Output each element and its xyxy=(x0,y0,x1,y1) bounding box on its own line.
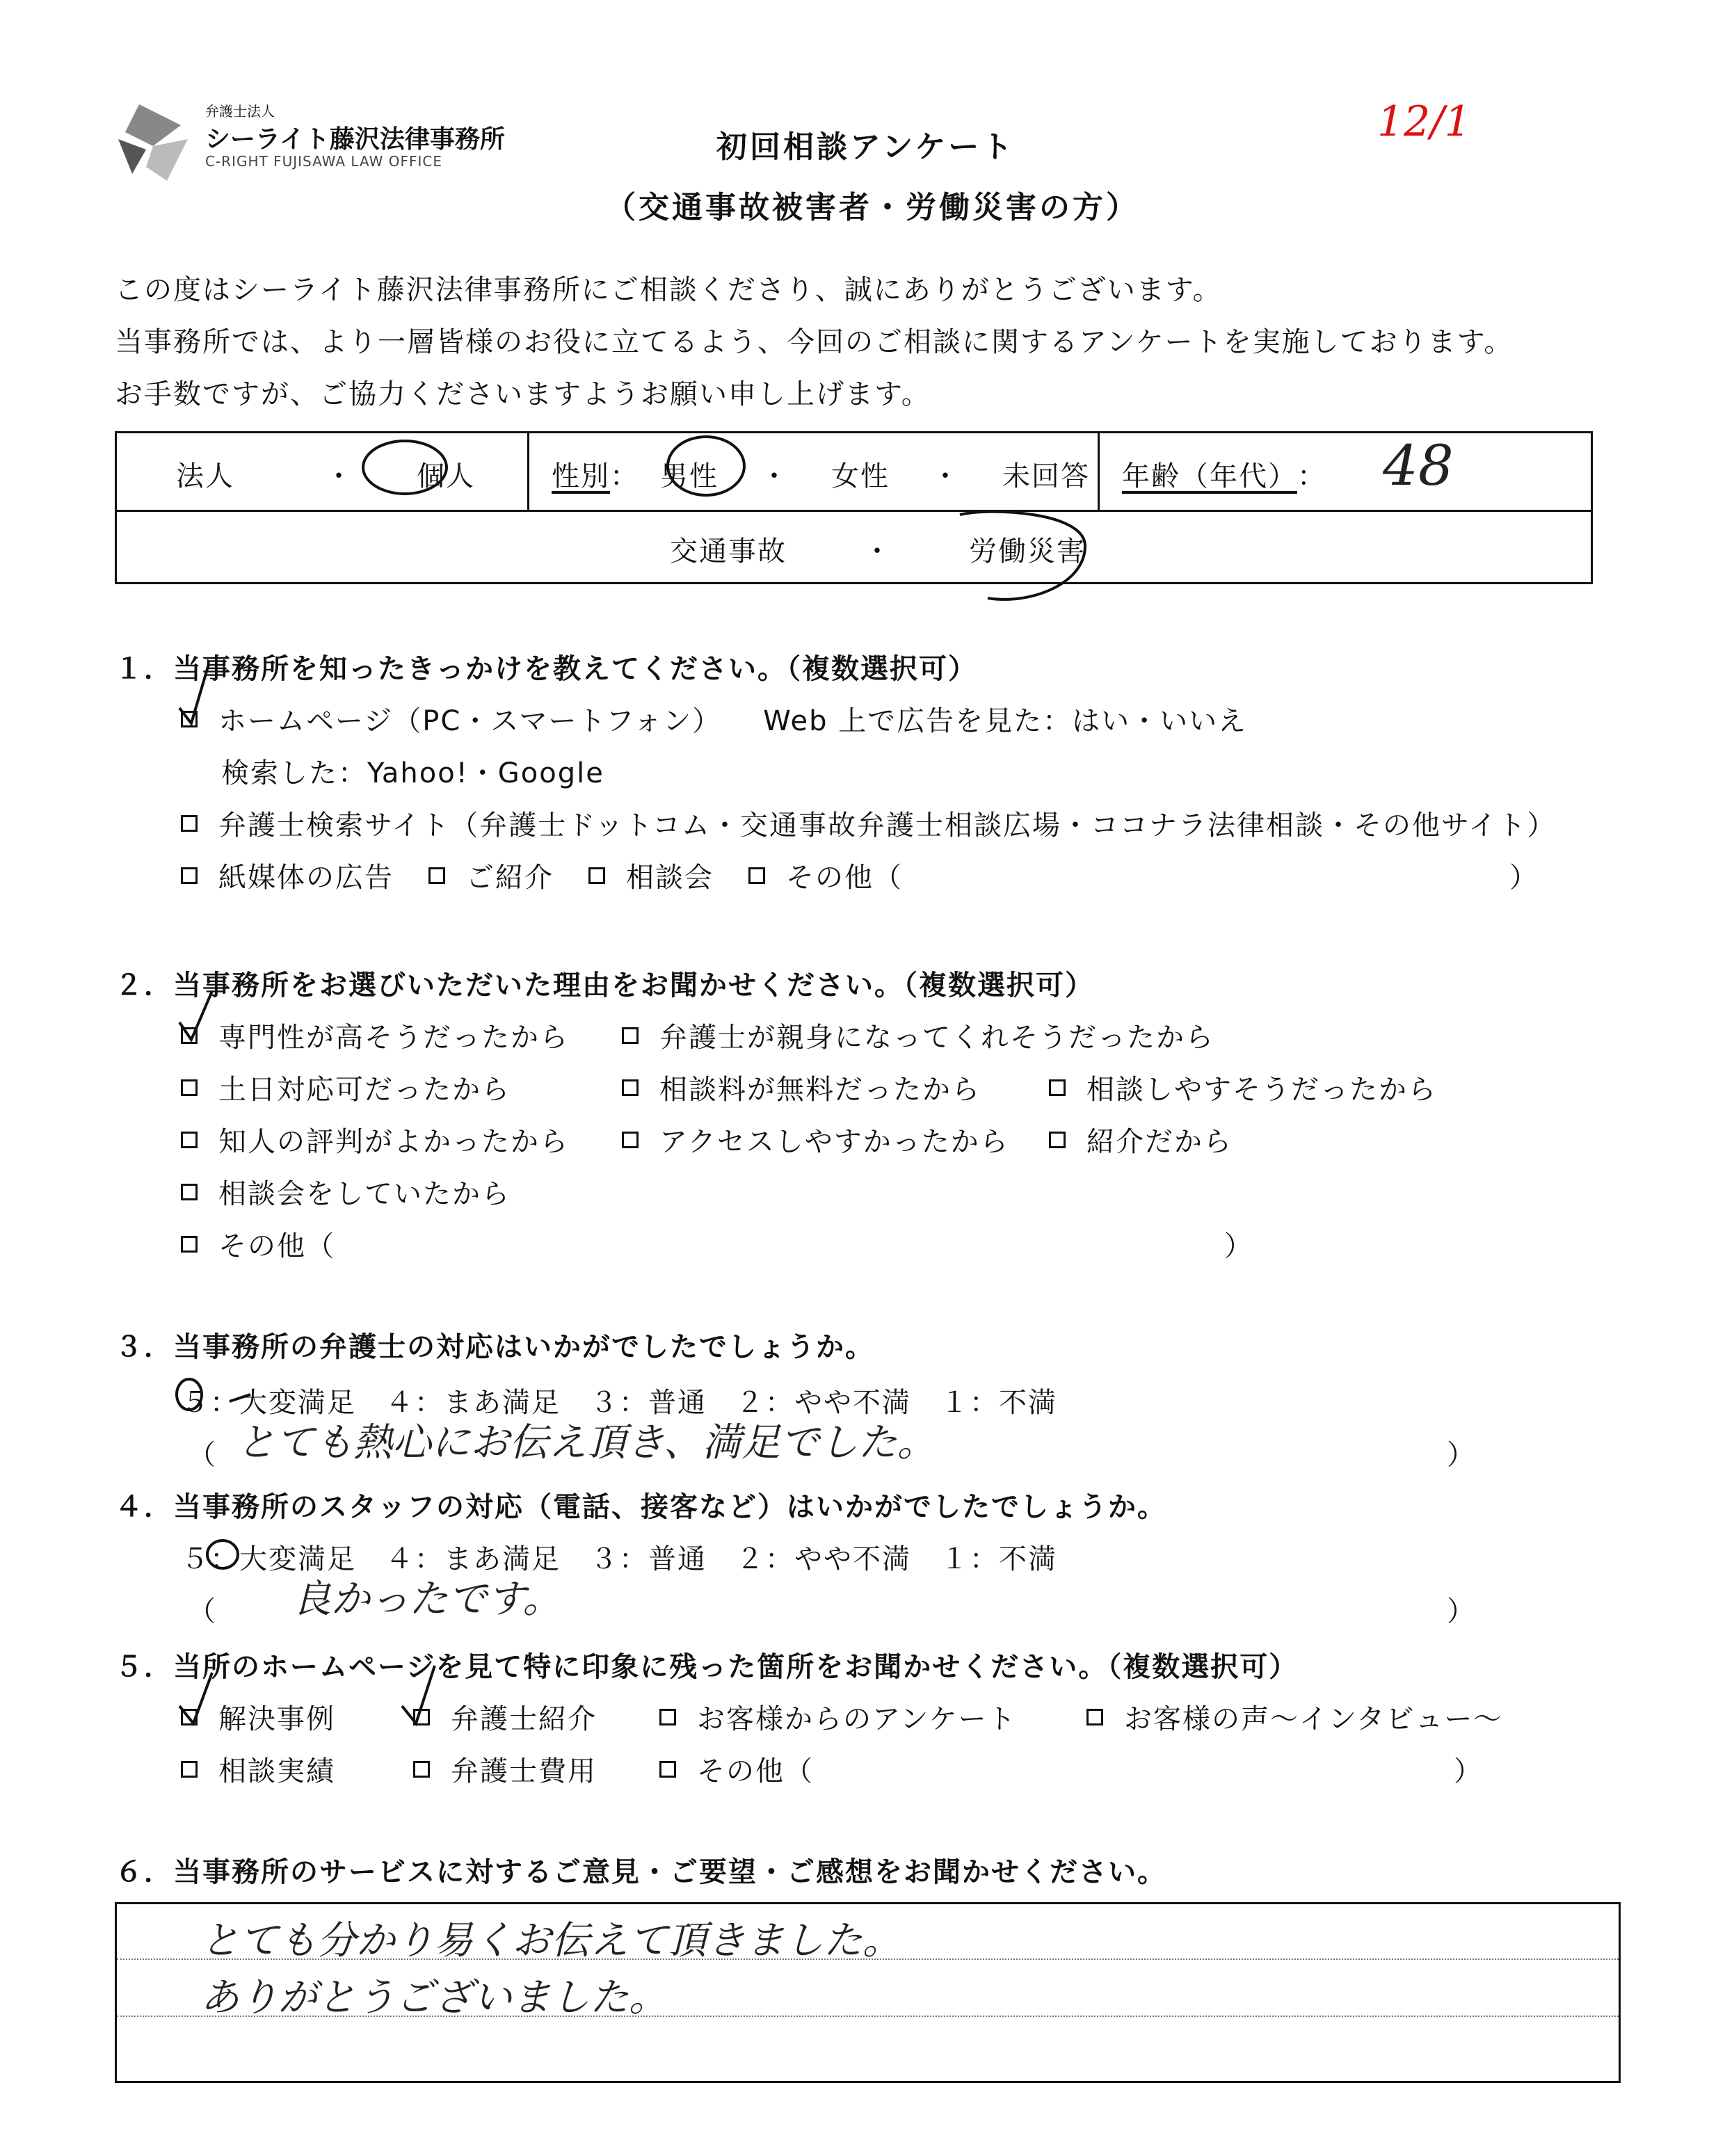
corp-option[interactable]: 法人 xyxy=(176,460,234,492)
q2-row-1: 専門性が高そうだったから 弁護士が親身になってくれそうだったから xyxy=(181,1015,1214,1055)
logo-english: C-RIGHT FUJISAWA LAW OFFICE xyxy=(205,153,442,170)
gender-label: 性別 xyxy=(552,460,610,492)
handwritten-circle-marks xyxy=(0,0,1725,626)
q1-lawyer-site-label: 弁護士検索サイト（弁護士ドットコム・交通事故弁護士相談広場・ココナラ法律相談・その他サイト） xyxy=(218,810,1557,842)
q4-title: ４．当事務所のスタッフの対応（電話、接客など）はいかがでしたでしょうか。 xyxy=(115,1491,1166,1523)
age-label: 年齢（年代） xyxy=(1122,460,1297,492)
intro-line-1: この度はシーライト藤沢法律事務所にご相談くださり、誠にありがとうございます。 xyxy=(115,274,1222,306)
profile-gender: 性別 ： 男性 ・ 女性 ・ 未回答 xyxy=(552,454,1090,494)
q3-open: （ xyxy=(188,1439,217,1471)
q5-row-1: 解決事例 弁護士紹介 お客様からのアンケート お客様の声～インタビュー～ xyxy=(181,1697,1502,1737)
q1-title: １．当事務所を知ったきっかけを教えてください。（複数選択可） xyxy=(115,653,977,685)
q3-title: ３．当事務所の弁護士の対応はいかがでしたでしょうか。 xyxy=(115,1331,874,1363)
intro-line-3: お手数ですが、ご協力くださいますようお願い申し上げます。 xyxy=(115,378,931,410)
q2-row-3: 知人の評判がよかったから アクセスしやすかったから 紹介だから xyxy=(181,1120,1233,1159)
date-note: 12/1 xyxy=(1377,97,1471,146)
q5-title: ５．当所のホームページを見て特に印象に残った箇所をお聞かせください。（複数選択可） xyxy=(115,1651,1299,1683)
q6-title: ６．当事務所のサービスに対するご意見・ご要望・ご感想をお聞かせください。 xyxy=(115,1856,1166,1888)
handwritten-check-marks xyxy=(0,626,1725,1808)
q6-comment-line-2: ありがとうございました。 xyxy=(200,1975,668,2020)
individual-option[interactable]: 個人 xyxy=(417,460,475,492)
age-value[interactable]: 48 xyxy=(1383,433,1454,498)
q4-comment[interactable]: 良かったです。 xyxy=(292,1577,562,1622)
page-title: 初回相談アンケート xyxy=(716,129,1016,165)
profile-category: 交通事故 ・ 労働災害 xyxy=(670,529,1086,569)
q1-row-3: 紙媒体の広告 ご紹介 相談会 その他（ xyxy=(181,855,903,895)
labor-option[interactable]: 労働災害 xyxy=(969,536,1086,568)
q5-row-2: 相談実績 弁護士費用 その他（ xyxy=(181,1749,814,1789)
logo-corp: 弁護士法人 xyxy=(205,103,275,120)
intro-line-2: 当事務所では、より一層皆様のお役に立てるよう、今回のご相談に関するアンケートを実施しております。 xyxy=(115,326,1514,358)
profile-age: 年齢（年代） ： xyxy=(1122,454,1326,494)
no-answer-option[interactable]: 未回答 xyxy=(1002,460,1090,492)
logo-name: シーライト藤沢法律事務所 xyxy=(205,125,505,154)
q3-scale: ５：大変満足 ４：まあ満足 ３：普通 ２：やや不満 １：不満 xyxy=(181,1387,1057,1419)
male-option[interactable]: 男性 xyxy=(660,460,719,492)
q1-search-label: 検索した：Yahoo!・Google xyxy=(221,757,604,789)
q2-row-2: 土日対応可だったから 相談料が無料だったから 相談しやすそうだったから xyxy=(181,1068,1437,1107)
q6-comment-line-1: とても分かり易くお伝えて頂きました。 xyxy=(200,1918,901,1963)
q2-title: ２．当事務所をお選びいただいた理由をお聞かせください。（複数選択可） xyxy=(115,970,1094,1001)
q5-other-close: ） xyxy=(1454,1755,1483,1787)
q1-homepage-label: ホームページ（PC・スマートフォン） xyxy=(218,705,722,737)
q6-answer-box[interactable] xyxy=(115,1902,1621,2083)
page-subtitle: （交通事故被害者・労働災害の方） xyxy=(605,190,1139,225)
q3-comment[interactable]: とても熱心にお伝え頂き、満足でした。 xyxy=(236,1420,936,1465)
traffic-option[interactable]: 交通事故 xyxy=(670,536,787,568)
q2-row-4: 相談会をしていたから xyxy=(181,1172,511,1212)
q1-other-close: ） xyxy=(1509,862,1539,894)
q4-close: ） xyxy=(1447,1595,1476,1627)
q2-row-5: その他（ xyxy=(181,1224,335,1264)
q2-other-close: ） xyxy=(1224,1230,1253,1262)
q4-open: （ xyxy=(188,1595,217,1627)
q1-web-ad-label: Web 上で広告を見た：はい・いいえ xyxy=(763,705,1248,737)
female-option[interactable]: 女性 xyxy=(831,460,890,492)
q4-scale: ５：大変満足 ４：まあ満足 ３：普通 ２：やや不満 １：不満 xyxy=(181,1543,1057,1575)
profile-type: 法人 ・ 個人 xyxy=(176,454,475,494)
q3-close: ） xyxy=(1447,1439,1476,1471)
